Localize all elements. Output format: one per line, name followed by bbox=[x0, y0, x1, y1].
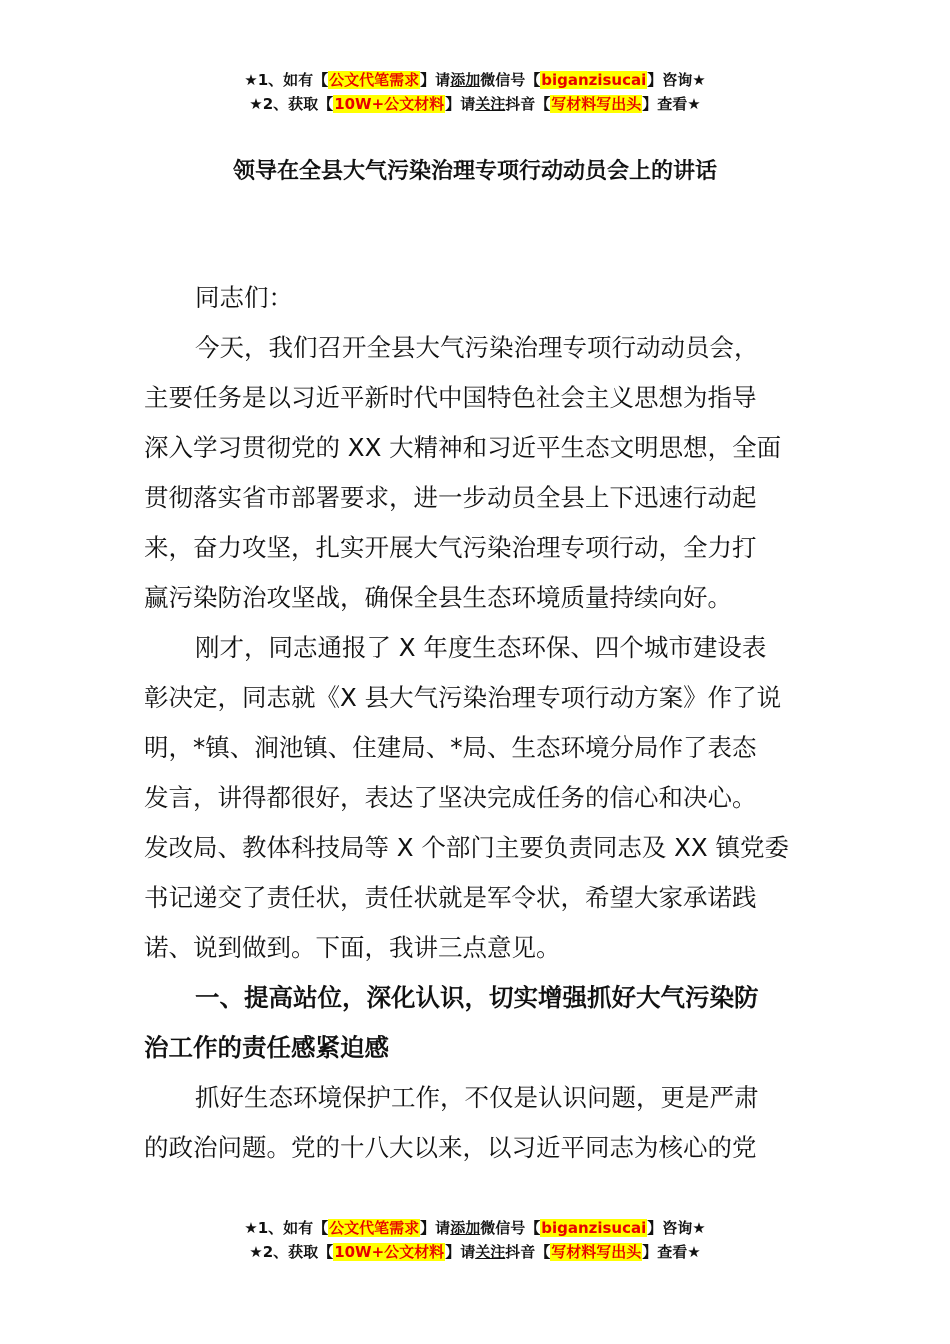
top-promo-banner bbox=[0, 68, 950, 116]
section-heading-line: 治工作的责任感紧迫感 bbox=[144, 1033, 389, 1062]
banner-text: 】查看★ bbox=[642, 95, 701, 113]
banner-highlight: 公文代笔需求 bbox=[329, 71, 420, 89]
body-line: 的政治问题。党的十八大以来，以习近平同志为核心的党 bbox=[144, 1133, 757, 1162]
body-line: 明，*镇、涧池镇、住建局、*局、生态环境分局作了表态 bbox=[144, 733, 757, 762]
banner-text: 】请 bbox=[420, 71, 451, 89]
body-line: 来，奋力攻坚，扎实开展大气污染治理专项行动，全力打 bbox=[144, 533, 757, 562]
bottom-banner-line-1 bbox=[0, 1216, 950, 1240]
body-line: 赢污染防治攻坚战，确保全县生态环境质量持续向好。 bbox=[144, 583, 732, 612]
banner-text: ★1、如有【 bbox=[244, 71, 329, 89]
banner-highlight: 10W+公文材料 bbox=[334, 1243, 445, 1261]
body-line: 彰决定，同志就《X 县大气污染治理专项行动方案》作了说 bbox=[144, 683, 782, 712]
banner-underlined-text: 关注 bbox=[475, 1243, 506, 1261]
section-heading-line: 一、提高站位，深化认识，切实增强抓好大气污染防 bbox=[195, 983, 759, 1012]
banner-highlight: 写材料写出头 bbox=[551, 95, 642, 113]
banner-text: 微信号【 bbox=[480, 71, 541, 89]
body-line: 抓好生态环境保护工作，不仅是认识问题，更是严肃 bbox=[195, 1083, 759, 1112]
banner-text: 抖音【 bbox=[505, 95, 551, 113]
bottom-promo-banner bbox=[0, 1216, 950, 1264]
banner-highlight: 10W+公文材料 bbox=[334, 95, 445, 113]
body-text bbox=[144, 323, 808, 1173]
banner-text: 抖音【 bbox=[505, 1243, 551, 1261]
greeting-paragraph bbox=[144, 273, 808, 323]
banner-text: ★1、如有【 bbox=[244, 1219, 329, 1237]
body-line: 刚才，同志通报了 X 年度生态环保、四个城市建设表 bbox=[195, 633, 767, 662]
body-line: 发改局、教体科技局等 X 个部门主要负责同志及 XX 镇党委 bbox=[144, 833, 790, 862]
body-line: 今天，我们召开全县大气污染治理专项行动动员会， bbox=[195, 333, 759, 362]
banner-underlined-text: 添加 bbox=[450, 71, 481, 89]
bottom-banner-line-2 bbox=[0, 1240, 950, 1264]
banner-underlined-text: 添加 bbox=[450, 1219, 481, 1237]
banner-text: 】咨询★ bbox=[647, 1219, 706, 1237]
banner-text: 】请 bbox=[445, 1243, 476, 1261]
body-line: 贯彻落实省市部署要求，进一步动员全县上下迅速行动起 bbox=[144, 483, 757, 512]
body-line: 发言，讲得都很好，表达了坚决完成任务的信心和决心。 bbox=[144, 783, 757, 812]
banner-text: 微信号【 bbox=[480, 1219, 541, 1237]
document-title: 领导在全县大气污染治理专项行动动员会上的讲话 bbox=[232, 159, 717, 184]
banner-underlined-text: 关注 bbox=[475, 95, 506, 113]
banner-text: 】咨询★ bbox=[647, 71, 706, 89]
top-banner-line-2 bbox=[0, 92, 950, 116]
greeting-text: 同志们： bbox=[195, 283, 293, 312]
banner-text: 】查看★ bbox=[642, 1243, 701, 1261]
banner-highlight: biganzisucai bbox=[541, 71, 647, 89]
banner-text: 】请 bbox=[445, 95, 476, 113]
body-line: 诺、说到做到。下面，我讲三点意见。 bbox=[144, 933, 561, 962]
banner-highlight: 公文代笔需求 bbox=[329, 1219, 420, 1237]
body-line: 深入学习贯彻党的 XX 大精神和习近平生态文明思想，全面 bbox=[144, 433, 782, 462]
banner-text: ★2、获取【 bbox=[249, 1243, 334, 1261]
banner-highlight: biganzisucai bbox=[541, 1219, 647, 1237]
banner-text: 】请 bbox=[420, 1219, 451, 1237]
banner-highlight: 写材料写出头 bbox=[551, 1243, 642, 1261]
body-line: 主要任务是以习近平新时代中国特色社会主义思想为指导 bbox=[144, 383, 757, 412]
banner-text: ★2、获取【 bbox=[249, 95, 334, 113]
body-line: 书记递交了责任状，责任状就是军令状，希望大家承诺践 bbox=[144, 883, 757, 912]
top-banner-line-1 bbox=[0, 68, 950, 92]
